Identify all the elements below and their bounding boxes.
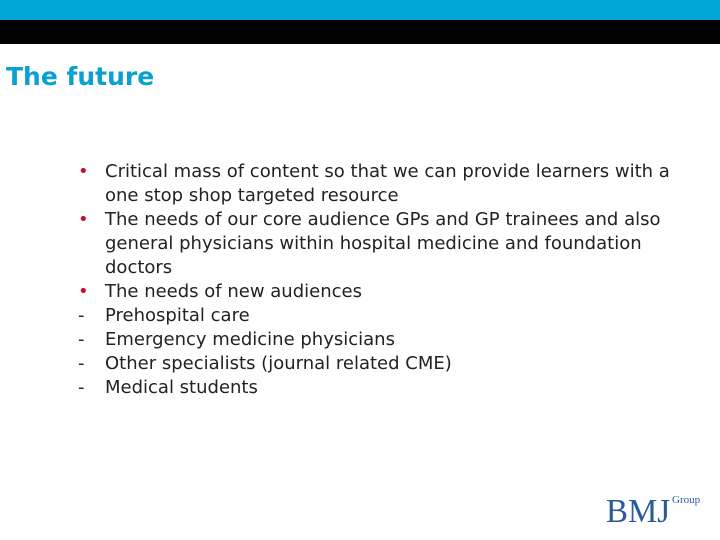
header-band-cyan [0,0,720,20]
list-item-text: The needs of our core audience GPs and GP trainees and also general physicians within hospital medicine and foundation doctors [105,209,661,278]
dash-marker: - [78,377,85,398]
list-item [78,304,678,328]
list-item [78,328,678,352]
list-item-text: Medical students [105,377,258,398]
dash-marker: - [78,329,85,350]
slide-title: The future [6,62,155,91]
list-item [78,376,678,400]
dash-marker: - [78,305,85,326]
list-item-text: The needs of new audiences [105,281,362,302]
list-item [78,208,678,280]
list-item-text: Prehospital care [105,305,250,326]
logo-group-label: Group [672,494,701,506]
bullet-marker: • [78,281,89,302]
list-item [78,280,678,304]
bullet-list [78,160,678,400]
list-item [78,352,678,376]
bullet-marker: • [78,209,89,230]
list-item [78,160,678,208]
logo-wordmark: BMJ [606,493,670,530]
dash-marker: - [78,353,85,374]
list-item-text: Critical mass of content so that we can provide learners with a one stop shop targeted resource [105,161,670,206]
header-band-black [0,20,720,44]
list-item-text: Emergency medicine physicians [105,329,395,350]
list-item-text: Other specialists (journal related CME) [105,353,452,374]
bmj-group-logo [606,490,706,530]
bullet-marker: • [78,161,89,182]
